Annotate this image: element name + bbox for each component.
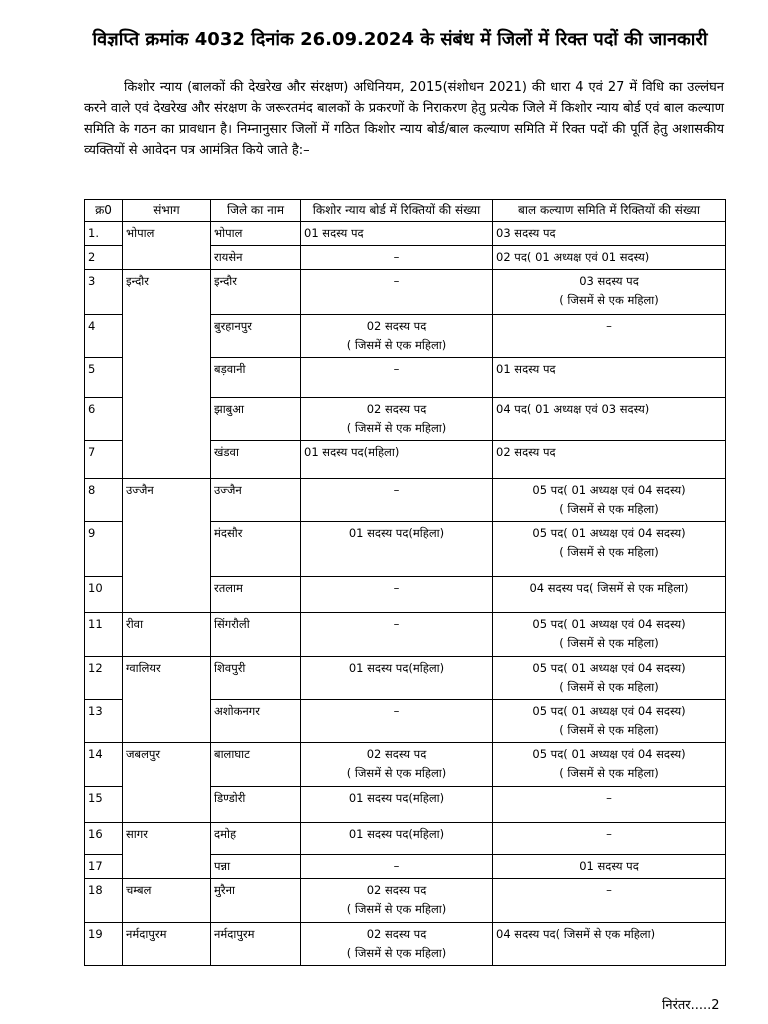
table-header-row: [85, 200, 726, 222]
cell-division: नर्मदापुरम: [123, 923, 211, 966]
cell-jjb-vacancy: –: [301, 246, 493, 270]
header-sno: क्र0: [85, 200, 123, 222]
cell-cwc-vacancy: 04 सदस्य पद( जिसमें से एक महिला): [493, 923, 726, 966]
cell-cwc-vacancy: 05 पद( 01 अध्यक्ष एवं 04 सदस्य) ( जिसमें से एक महिला): [493, 657, 726, 700]
cell-sno: 10: [85, 577, 123, 613]
cell-cwc-vacancy: 05 पद( 01 अध्यक्ष एवं 04 सदस्य) ( जिसमें से एक महिला): [493, 613, 726, 657]
cell-division: भोपाल: [123, 222, 211, 270]
cell-jjb-vacancy: 01 सदस्य पद(महिला): [301, 787, 493, 823]
cell-division: उज्जैन: [123, 479, 211, 613]
cell-jjb-vacancy: 02 सदस्य पद ( जिसमें से एक महिला): [301, 398, 493, 441]
cell-sno: 14: [85, 743, 123, 787]
cell-cwc-vacancy: 05 पद( 01 अध्यक्ष एवं 04 सदस्य) ( जिसमें से एक महिला): [493, 743, 726, 787]
cell-sno: 8: [85, 479, 123, 522]
cell-jjb-vacancy: 01 सदस्य पद: [301, 222, 493, 246]
table-row: [85, 879, 726, 923]
header-jjb: किशोर न्याय बोर्ड में रिक्तियों की संख्या: [301, 200, 493, 222]
cell-sno: 9: [85, 522, 123, 577]
cell-jjb-vacancy: –: [301, 358, 493, 398]
cell-jjb-vacancy: –: [301, 270, 493, 315]
cell-district: अशोकनगर: [211, 700, 301, 743]
header-cwc: बाल कल्याण समिति में रिक्तियों की संख्या: [493, 200, 726, 222]
header-division: संभाग: [123, 200, 211, 222]
header-district: जिले का नाम: [211, 200, 301, 222]
cell-jjb-vacancy: –: [301, 700, 493, 743]
table-row: [85, 479, 726, 522]
cell-district: खंडवा: [211, 441, 301, 479]
cell-sno: 12: [85, 657, 123, 700]
cell-division: रीवा: [123, 613, 211, 657]
cell-district: झाबुआ: [211, 398, 301, 441]
cell-cwc-vacancy: 05 पद( 01 अध्यक्ष एवं 04 सदस्य) ( जिसमें से एक महिला): [493, 522, 726, 577]
cell-jjb-vacancy: 02 सदस्य पद ( जिसमें से एक महिला): [301, 923, 493, 966]
cell-division: जबलपुर: [123, 743, 211, 823]
cell-district: दमोह: [211, 823, 301, 855]
cell-cwc-vacancy: 04 सदस्य पद( जिसमें से एक महिला): [493, 577, 726, 613]
cell-sno: 4: [85, 315, 123, 358]
cell-sno: 3: [85, 270, 123, 315]
cell-cwc-vacancy: 01 सदस्य पद: [493, 855, 726, 879]
cell-district: नर्मदापुरम: [211, 923, 301, 966]
cell-district: रतलाम: [211, 577, 301, 613]
cell-jjb-vacancy: –: [301, 479, 493, 522]
cell-sno: 15: [85, 787, 123, 823]
table-row: [85, 222, 726, 246]
cell-jjb-vacancy: 02 सदस्य पद ( जिसमें से एक महिला): [301, 315, 493, 358]
table-row: [85, 657, 726, 700]
cell-district: इन्दौर: [211, 270, 301, 315]
cell-sno: 18: [85, 879, 123, 923]
cell-jjb-vacancy: 02 सदस्य पद ( जिसमें से एक महिला): [301, 743, 493, 787]
cell-district: डिण्डोरी: [211, 787, 301, 823]
cell-district: बुरहानपुर: [211, 315, 301, 358]
cell-cwc-vacancy: 04 पद( 01 अध्यक्ष एवं 03 सदस्य): [493, 398, 726, 441]
cell-district: बालाघाट: [211, 743, 301, 787]
table-row: [85, 923, 726, 966]
cell-cwc-vacancy: 03 सदस्य पद ( जिसमें से एक महिला): [493, 270, 726, 315]
cell-sno: 7: [85, 441, 123, 479]
cell-district: शिवपुरी: [211, 657, 301, 700]
cell-district: मंदसौर: [211, 522, 301, 577]
cell-cwc-vacancy: 05 पद( 01 अध्यक्ष एवं 04 सदस्य) ( जिसमें से एक महिला): [493, 700, 726, 743]
cell-cwc-vacancy: –: [493, 787, 726, 823]
cell-sno: 11: [85, 613, 123, 657]
cell-sno: 5: [85, 358, 123, 398]
table-row: [85, 743, 726, 787]
cell-district: भोपाल: [211, 222, 301, 246]
table-row: [85, 823, 726, 855]
cell-division: चम्बल: [123, 879, 211, 923]
cell-cwc-vacancy: 03 सदस्य पद: [493, 222, 726, 246]
cell-jjb-vacancy: –: [301, 577, 493, 613]
cell-division: सागर: [123, 823, 211, 879]
cell-jjb-vacancy: 01 सदस्य पद(महिला): [301, 657, 493, 700]
cell-sno: 16: [85, 823, 123, 855]
cell-jjb-vacancy: 01 सदस्य पद(महिला): [301, 522, 493, 577]
table-row: [85, 613, 726, 657]
cell-jjb-vacancy: –: [301, 613, 493, 657]
cell-sno: 13: [85, 700, 123, 743]
cell-district: पन्ना: [211, 855, 301, 879]
cell-cwc-vacancy: 01 सदस्य पद: [493, 358, 726, 398]
cell-cwc-vacancy: 02 सदस्य पद: [493, 441, 726, 479]
intro-paragraph: किशोर न्याय (बालकों की देखरेख और संरक्षण) अधिनियम, 2015(संशोधन 2021) की धारा 4 एवं 27 में विधि का उल्लंघन करने वाले एवं देखरेख और संरक्षण के जरूरतमंद बालकों के प्रकरणों के निराकरण हेतु प्रत्येक जिले में किशोर न्याय बोर्ड एवं बाल कल्याण समिति के गठन का प्रावधान है। निम्नानुसार जिलों में गठित किशोर न्याय बोर्ड/बाल कल्याण समिति में रिक्त पदों की पूर्ति हेतु अशासकीय व्यक्तियों से आवेदन पत्र आमंत्रित किये जाते है:–: [84, 80, 724, 158]
cell-district: उज्जैन: [211, 479, 301, 522]
document-title: विज्ञप्ति क्रमांक 4032 दिनांक 26.09.2024 के संबंध में जिलों में रिक्त पदों की जानकारी: [92, 29, 708, 50]
cell-cwc-vacancy: –: [493, 315, 726, 358]
cell-cwc-vacancy: –: [493, 823, 726, 855]
cell-district: बड़वानी: [211, 358, 301, 398]
cell-cwc-vacancy: 02 पद( 01 अध्यक्ष एवं 01 सदस्य): [493, 246, 726, 270]
table-row: [85, 270, 726, 315]
cell-sno: 17: [85, 855, 123, 879]
vacancy-table: [84, 199, 726, 966]
cell-jjb-vacancy: 01 सदस्य पद(महिला): [301, 823, 493, 855]
cell-division: ग्वालियर: [123, 657, 211, 743]
cell-district: मुरैना: [211, 879, 301, 923]
cell-district: रायसेन: [211, 246, 301, 270]
cell-cwc-vacancy: 05 पद( 01 अध्यक्ष एवं 04 सदस्य) ( जिसमें से एक महिला): [493, 479, 726, 522]
cell-sno: 2: [85, 246, 123, 270]
continued-note: निरंतर.....2: [662, 998, 720, 1013]
cell-jjb-vacancy: 02 सदस्य पद ( जिसमें से एक महिला): [301, 879, 493, 923]
cell-sno: 1.: [85, 222, 123, 246]
cell-sno: 6: [85, 398, 123, 441]
cell-jjb-vacancy: –: [301, 855, 493, 879]
cell-division: इन्दौर: [123, 270, 211, 479]
cell-cwc-vacancy: –: [493, 879, 726, 923]
cell-sno: 19: [85, 923, 123, 966]
cell-district: सिंगरौली: [211, 613, 301, 657]
cell-jjb-vacancy: 01 सदस्य पद(महिला): [301, 441, 493, 479]
